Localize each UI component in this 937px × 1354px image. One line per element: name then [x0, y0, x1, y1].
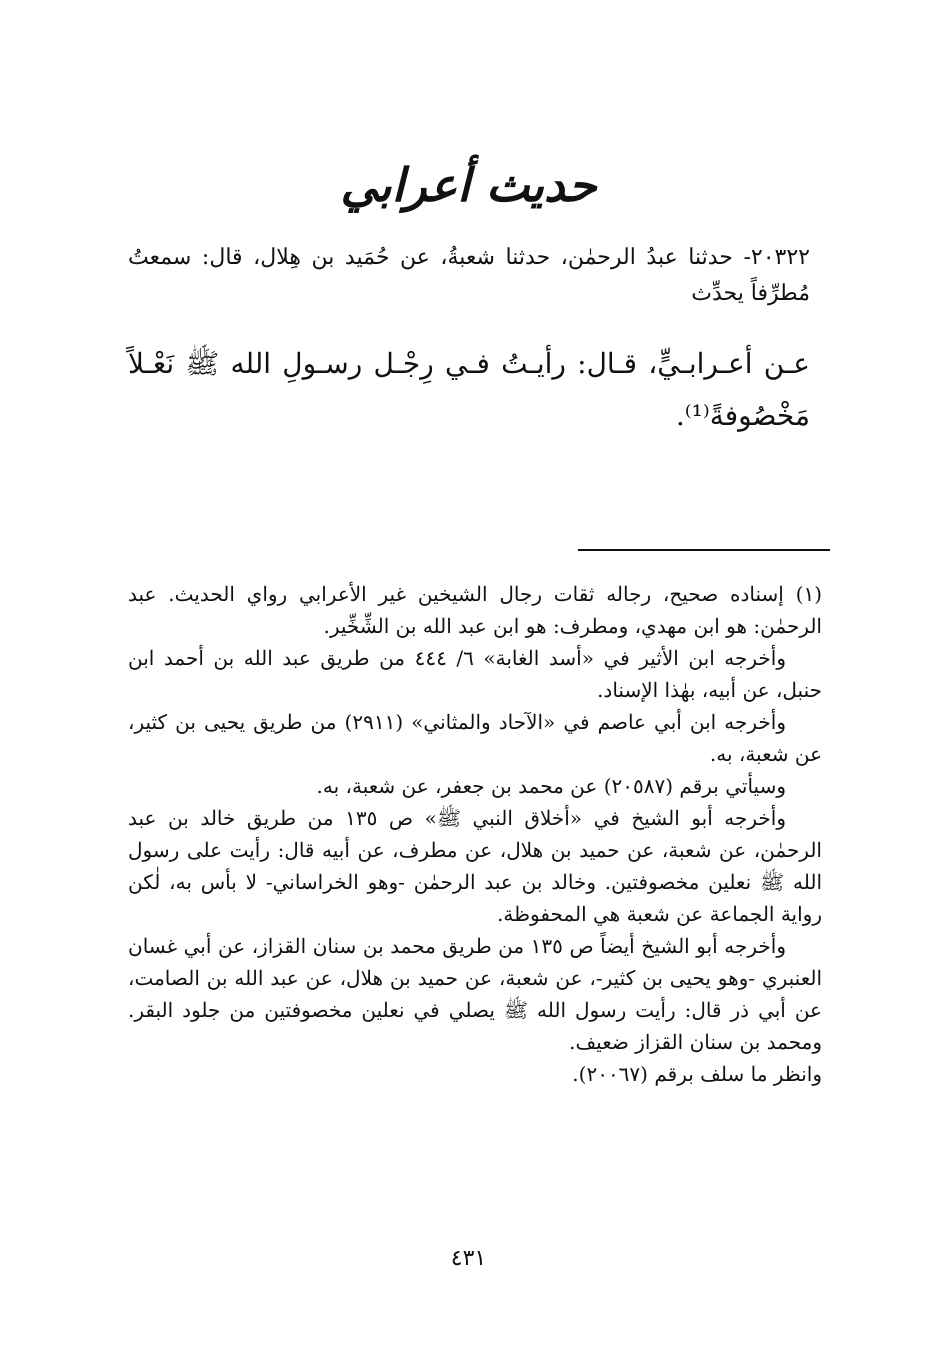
- footnote-paragraph: وأخرجه ابن الأثير في «أسد الغابة» ٦/ ٤٤٤ من طريق عبد الله بن أحمد ابن حنبل، عن أبيه، بهٰذا الإسناد.: [128, 646, 822, 702]
- footnote-paragraph: وأخرجه أبو الشيخ أيضاً ص ١٣٥ من طريق محمد بن سنان القزاز، عن أبي غسان العنبري -وهو يحيى بن كثير-، عن شعبة، عن حميد بن هلال، عن عبد الله بن الصامت، عن أبي ذر قال: رأيت رسول الله ﷺ يصلي في نعلين مخصوفتين من جلود البقر. ومحمد بن سنان القزاز ضعيف.: [128, 934, 822, 1054]
- footnote-separator: [578, 549, 830, 551]
- page-number: ٤٣١: [450, 1246, 487, 1271]
- footnote-paragraph: وأخرجه ابن أبي عاصم في «الآحاد والمثاني» (٢٩١١) من طريق يحيى بن كثير، عن شعبة، به.: [128, 710, 822, 766]
- footnote-paragraph: (١) إسناده صحيح، رجاله ثقات رجال الشيخين غير الأعرابي رواي الحديث. عبد الرحمٰن: هو ابن مهدي، ومطرف: هو ابن عبد الله بن الشِّخِّير.: [128, 582, 822, 638]
- hadith-isnad: ٢٠٣٢٢- حدثنا عبدُ الرحمٰن، حدثنا شعبةُ، عن حُمَيد بن هِلال، قال: سمعتُ مُطرِّفاً يحدِّث: [128, 245, 810, 306]
- footnote-paragraph: وسيأتي برقم (٢٠٥٨٧) عن محمد بن جعفر، عن شعبة، به.: [316, 774, 786, 798]
- hadith-matn: عـن أعـرابـيٍّ، قـال: رأيـتُ فـي رِجْـل رسـولِ الله ﷺ نَعْـلاً مَخْصُوفةً⁽¹⁾.: [128, 347, 810, 432]
- chapter-title: حديث أعرابي: [340, 158, 597, 212]
- footnote-paragraph: وأخرجه أبو الشيخ في «أخلاق النبي ﷺ» ص ١٣٥ من طريق خالد بن عبد الرحمٰن، عن شعبة، عن حميد بن هلال، عن مطرف، عن أبيه قال: رأيت على رسول الله ﷺ نعلين مخصوفتين. وخالد بن عبد الرحمٰن -وهو الخراساني- لا بأس به، لٰكن رواية الجماعة عن شعبة هي المحفوظة.: [128, 806, 822, 926]
- footnotes: [128, 578, 822, 1090]
- footnote-paragraph: وانظر ما سلف برقم (٢٠٠٦٧).: [572, 1062, 822, 1086]
